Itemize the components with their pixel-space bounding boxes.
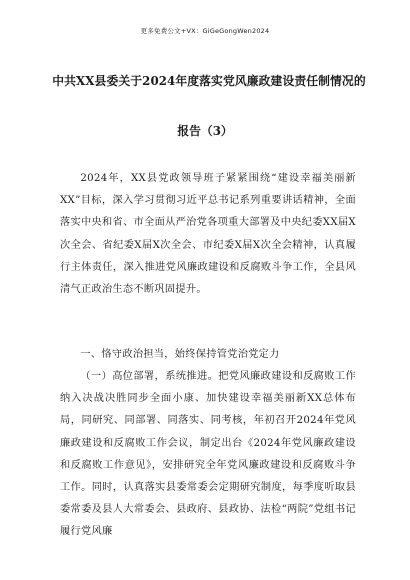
body-paragraph-subsection-1 bbox=[60, 366, 356, 544]
header-note: 更多免费公文+VX：GiGeGongWen2024 bbox=[140, 27, 270, 35]
document-title-line-1: 中共XX县委关于2024年度落实党风廉政建设责任制情况的 bbox=[52, 74, 366, 88]
body-paragraph-intro bbox=[60, 168, 356, 301]
paragraph-text: （一）高位部署，系统推进。把党风廉政建设和反腐败工作纳入决战决胜同步全面小康、加快建设幸福美丽新XX总体布局，同研究、同部署、同落实、同考核，年初召开2024年党风廉政建设和反腐败工作会议，制定出台《2024年党风廉政建设和反腐败工作意见》，安排研究全年党风廉政建设和反腐败斗争工作。同时，认真落实县委常委会定期研究制度，每季度听取县委常委及县人大常委会、县政府、县政协、法检“两院”党组书记履行党风廉 bbox=[60, 371, 356, 538]
paragraph-text: 2024年，XX县党政领导班子紧紧围绕“建设幸福美丽新XX”目标，深入学习贯彻习近平总书记系列重要讲话精神，全面落实中央和省、市全面从严治党各项重大部署及中央纪委XX届X次全会、省纪委X届X次全会、市纪委X届X次全会精神，认真履行主体责任，深入推进党风廉政建设和反腐败斗争工作，全县风清气正政治生态不断巩固提升。 bbox=[60, 173, 356, 296]
section-heading-text: 一、恪守政治担当，始终保持管党治党定力 bbox=[80, 349, 280, 360]
document-title-line-2: 报告（3） bbox=[177, 124, 233, 138]
section-heading-1 bbox=[60, 344, 356, 366]
